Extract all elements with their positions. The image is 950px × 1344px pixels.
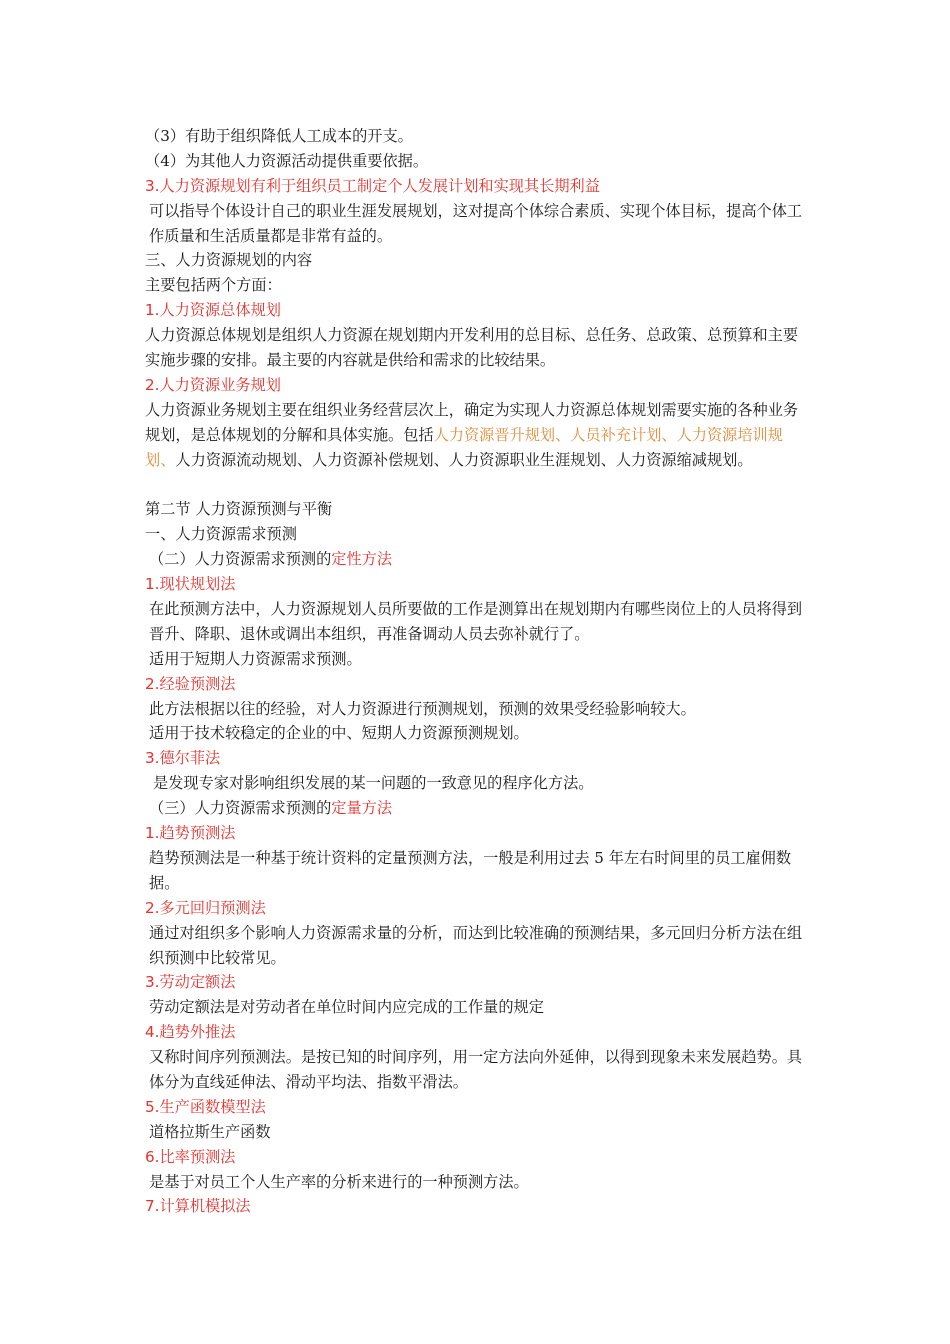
heading-production-function: 5.生产函数模型法 (145, 1097, 266, 1116)
heading-business-planning: 2.人力资源业务规划 (145, 375, 281, 394)
quantitative-highlight: 定量方法 (331, 799, 392, 818)
section-title-2: 第二节 人力资源预测与平衡 (145, 500, 333, 519)
intro-text: 主要包括两个方面： (145, 276, 282, 295)
paragraph-experience-forecast: 此方法根据以往的经验，对人力资源进行预测规划，预测的效果受经验影响较大。 (149, 699, 696, 718)
paragraph-regression: 通过对组织多个影响人力资源需求量的分析，而达到比较准确的预测结果，多元回归分析方法在组织预测中比较常见。 (149, 923, 803, 967)
paragraph-ratio-forecast: 是基于对员工个人生产率的分析来进行的一种预测方法。 (149, 1172, 529, 1191)
experience-forecast-applicability: 适用于技术较稳定的企业的中、短期人力资源预测规划。 (149, 724, 529, 743)
paragraph-business-planning (145, 398, 807, 498)
heading-trend-forecast: 1.趋势预测法 (145, 824, 236, 843)
paragraph-delphi: 是发现专家对影响组织发展的某一问题的一致意见的程序化方法。 (153, 774, 594, 793)
business-planning-text-c: 人力资源流动规划、人力资源补偿规划、人力资源职业生涯规划、人力资源缩减规划。 (175, 450, 753, 469)
business-planning-text-a: 人力资源业务规划主要在组织业务经营层次上，确定为实现人力资源总体规划需要实施的各种业务规划，是总体规划的分解和具体实施。包括 (145, 400, 799, 444)
heading-regression: 2.多元回归预测法 (145, 898, 266, 917)
chapter-heading-content: 三、人力资源规划的内容 (145, 251, 313, 270)
business-planning-highlight: 人力资源晋升规划、人员补充计划、人力资源培训规划、 (145, 425, 783, 469)
status-planning-applicability: 适用于短期人力资源需求预测。 (149, 649, 362, 668)
subsection-demand-forecast: 一、人力资源需求预测 (145, 525, 297, 544)
heading-delphi: 3.德尔菲法 (145, 749, 221, 768)
paragraph-trend-forecast: 趋势预测法是一种基于统计资料的定量预测方法，一般是利用过去 5 年左右时间里的员工雇佣数据。 (149, 848, 792, 892)
paragraph-production-function: 道格拉斯生产函数 (149, 1122, 271, 1141)
quantitative-prefix: （三）人力资源需求预测的 (149, 799, 332, 818)
heading-experience-forecast: 2.经验预测法 (145, 674, 236, 693)
subheading-quantitative (145, 796, 807, 821)
paragraph-labor-quota: 劳动定额法是对劳动者在单位时间内应完成的工作量的规定 (149, 998, 544, 1017)
list-item-4: （4）为其他人力资源活动提供重要依据。 (145, 151, 429, 170)
subheading-qualitative (145, 547, 807, 572)
heading-overall-planning: 1.人力资源总体规划 (145, 301, 281, 320)
heading-labor-quota: 3.劳动定额法 (145, 973, 236, 992)
qualitative-highlight: 定性方法 (331, 550, 392, 569)
paragraph-trend-extrapolation: 又称时间序列预测法。是按已知的时间序列，用一定方法向外延伸，以得到现象未来发展趋势。具体分为直线延伸法、滑动平均法、指数平滑法。 (149, 1048, 803, 1091)
section-heading-3: 3.人力资源规划有利于组织员工制定个人发展计划和实现其长期利益 (145, 176, 600, 195)
paragraph-status-planning: 在此预测方法中，人力资源规划人员所要做的工作是测算出在规划期内有哪些岗位上的人员将得到晋升、降职、退休或调出本组织，再准备调动人员去弥补就行了。 (149, 599, 803, 643)
heading-computer-simulation: 7.计算机模拟法 (145, 1197, 251, 1216)
list-item-3: （3）有助于组织降低人工成本的开支。 (145, 127, 413, 145)
qualitative-prefix: （二）人力资源需求预测的 (149, 550, 332, 569)
document-page (145, 124, 807, 1219)
paragraph-career-planning: 可以指导个体设计自己的职业生涯发展规划，这对提高个体综合素质、实现个体目标，提高个体工作质量和生活质量都是非常有益的。 (149, 201, 803, 245)
paragraph-overall-planning: 人力资源总体规划是组织人力资源在规划期内开发利用的总目标、总任务、总政策、总预算和主要实施步骤的安排。最主要的内容就是供给和需求的比较结果。 (145, 326, 799, 370)
heading-trend-extrapolation: 4.趋势外推法 (145, 1023, 236, 1042)
heading-status-planning: 1.现状规划法 (145, 575, 236, 594)
heading-ratio-forecast: 6.比率预测法 (145, 1147, 236, 1166)
